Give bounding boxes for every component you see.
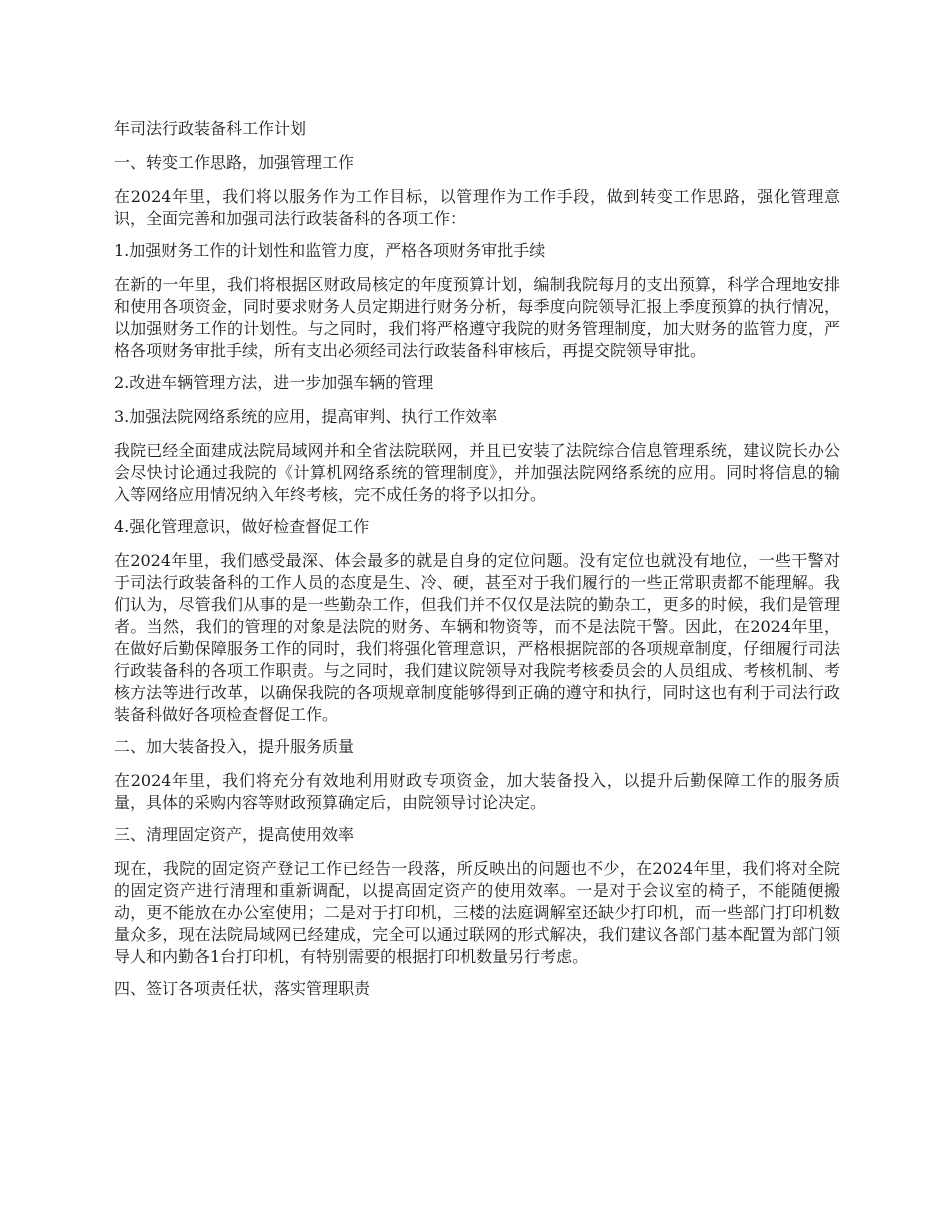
- body-paragraph: 在2024年里，我们将充分有效地利用财政专项资金，加大装备投入，以提升后勤保障工作的服务质量，具体的采购内容等财政预算确定后，由院领导讨论决定。: [114, 771, 840, 812]
- body-paragraph: 我院已经全面建成法院局域网并和全省法院联网，并且已安装了法院综合信息管理系统，建议院长办公会尽快讨论通过我院的《计算机网络系统的管理制度》，并加强法院网络系统的应用。同时将信息的输入等网络应用情况纳入年终考核，完不成任务的将予以扣分。: [114, 441, 840, 504]
- document-title: 年司法行政装备科工作计划: [114, 119, 307, 138]
- document-page: [114, 118, 840, 1012]
- section-heading: 三、清理固定资产，提高使用效率: [114, 825, 355, 844]
- section-heading: 4.强化管理意识，做好检查督促工作: [114, 517, 370, 536]
- body-paragraph: 在新的一年里，我们将根据区财政局核定的年度预算计划，编制我院每月的支出预算，科学合理地安排和使用各项资金，同时要求财务人员定期进行财务分析，每季度向院领导汇报上季度预算的执行情况，以加强财务工作的计划性。与之同时，我们将严格遵守我院的财务管理制度，加大财务的监管力度，严格各项财务审批手续，所有支出必须经司法行政装备科审核后，再提交院领导审批。: [114, 275, 840, 360]
- section-heading: 1.加强财务工作的计划性和监管力度，严格各项财务审批手续: [114, 241, 546, 260]
- body-paragraph: 在2024年里，我们将以服务作为工作目标，以管理作为工作手段，做到转变工作思路，强化管理意识，全面完善和加强司法行政装备科的各项工作：: [114, 187, 840, 228]
- section-heading: 2.改进车辆管理方法，进一步加强车辆的管理: [114, 373, 434, 392]
- body-paragraph: 现在，我院的固定资产登记工作已经告一段落，所反映出的问题也不少，在2024年里，我们将对全院的固定资产进行清理和重新调配，以提高固定资产的使用效率。一是对于会议室的椅子，不能随便搬动，更不能放在办公室使用；二是对于打印机，三楼的法庭调解室还缺少打印机，而一些部门打印机数量众多，现在法院局域网已经建成，完全可以通过联网的形式解决，我们建议各部门基本配置为部门领导人和内勤各1台打印机，有特别需要的根据打印机数量另行考虑。: [114, 859, 840, 966]
- body-paragraph: 在2024年里，我们感受最深、体会最多的就是自身的定位问题。没有定位也就没有地位，一些干警对于司法行政装备科的工作人员的态度是生、冷、硬，甚至对于我们履行的一些正常职责都不能理解。我们认为，尽管我们从事的是一些勤杂工作，但我们并不仅仅是法院的勤杂工，更多的时候，我们是管理者。当然，我们的管理的对象是法院的财务、车辆和物资等，而不是法院干警。因此，在2024年里，在做好后勤保障服务工作的同时，我们将强化管理意识，严格根据院部的各项规章制度，仔细履行司法行政装备科的各项工作职责。与之同时，我们建议院领导对我院考核委员会的人员组成、考核机制、考核方法等进行改革，以确保我院的各项规章制度能够得到正确的遵守和执行，同时这也有利于司法行政装备科做好各项检查督促工作。: [114, 551, 840, 724]
- section-heading: 二、加大装备投入，提升服务质量: [114, 737, 355, 756]
- section-heading: 一、转变工作思路，加强管理工作: [114, 153, 355, 172]
- section-heading: 四、签订各项责任状，落实管理职责: [114, 979, 371, 998]
- section-heading: 3.加强法院网络系统的应用，提高审判、执行工作效率: [114, 407, 498, 426]
- document-body: [114, 152, 840, 1000]
